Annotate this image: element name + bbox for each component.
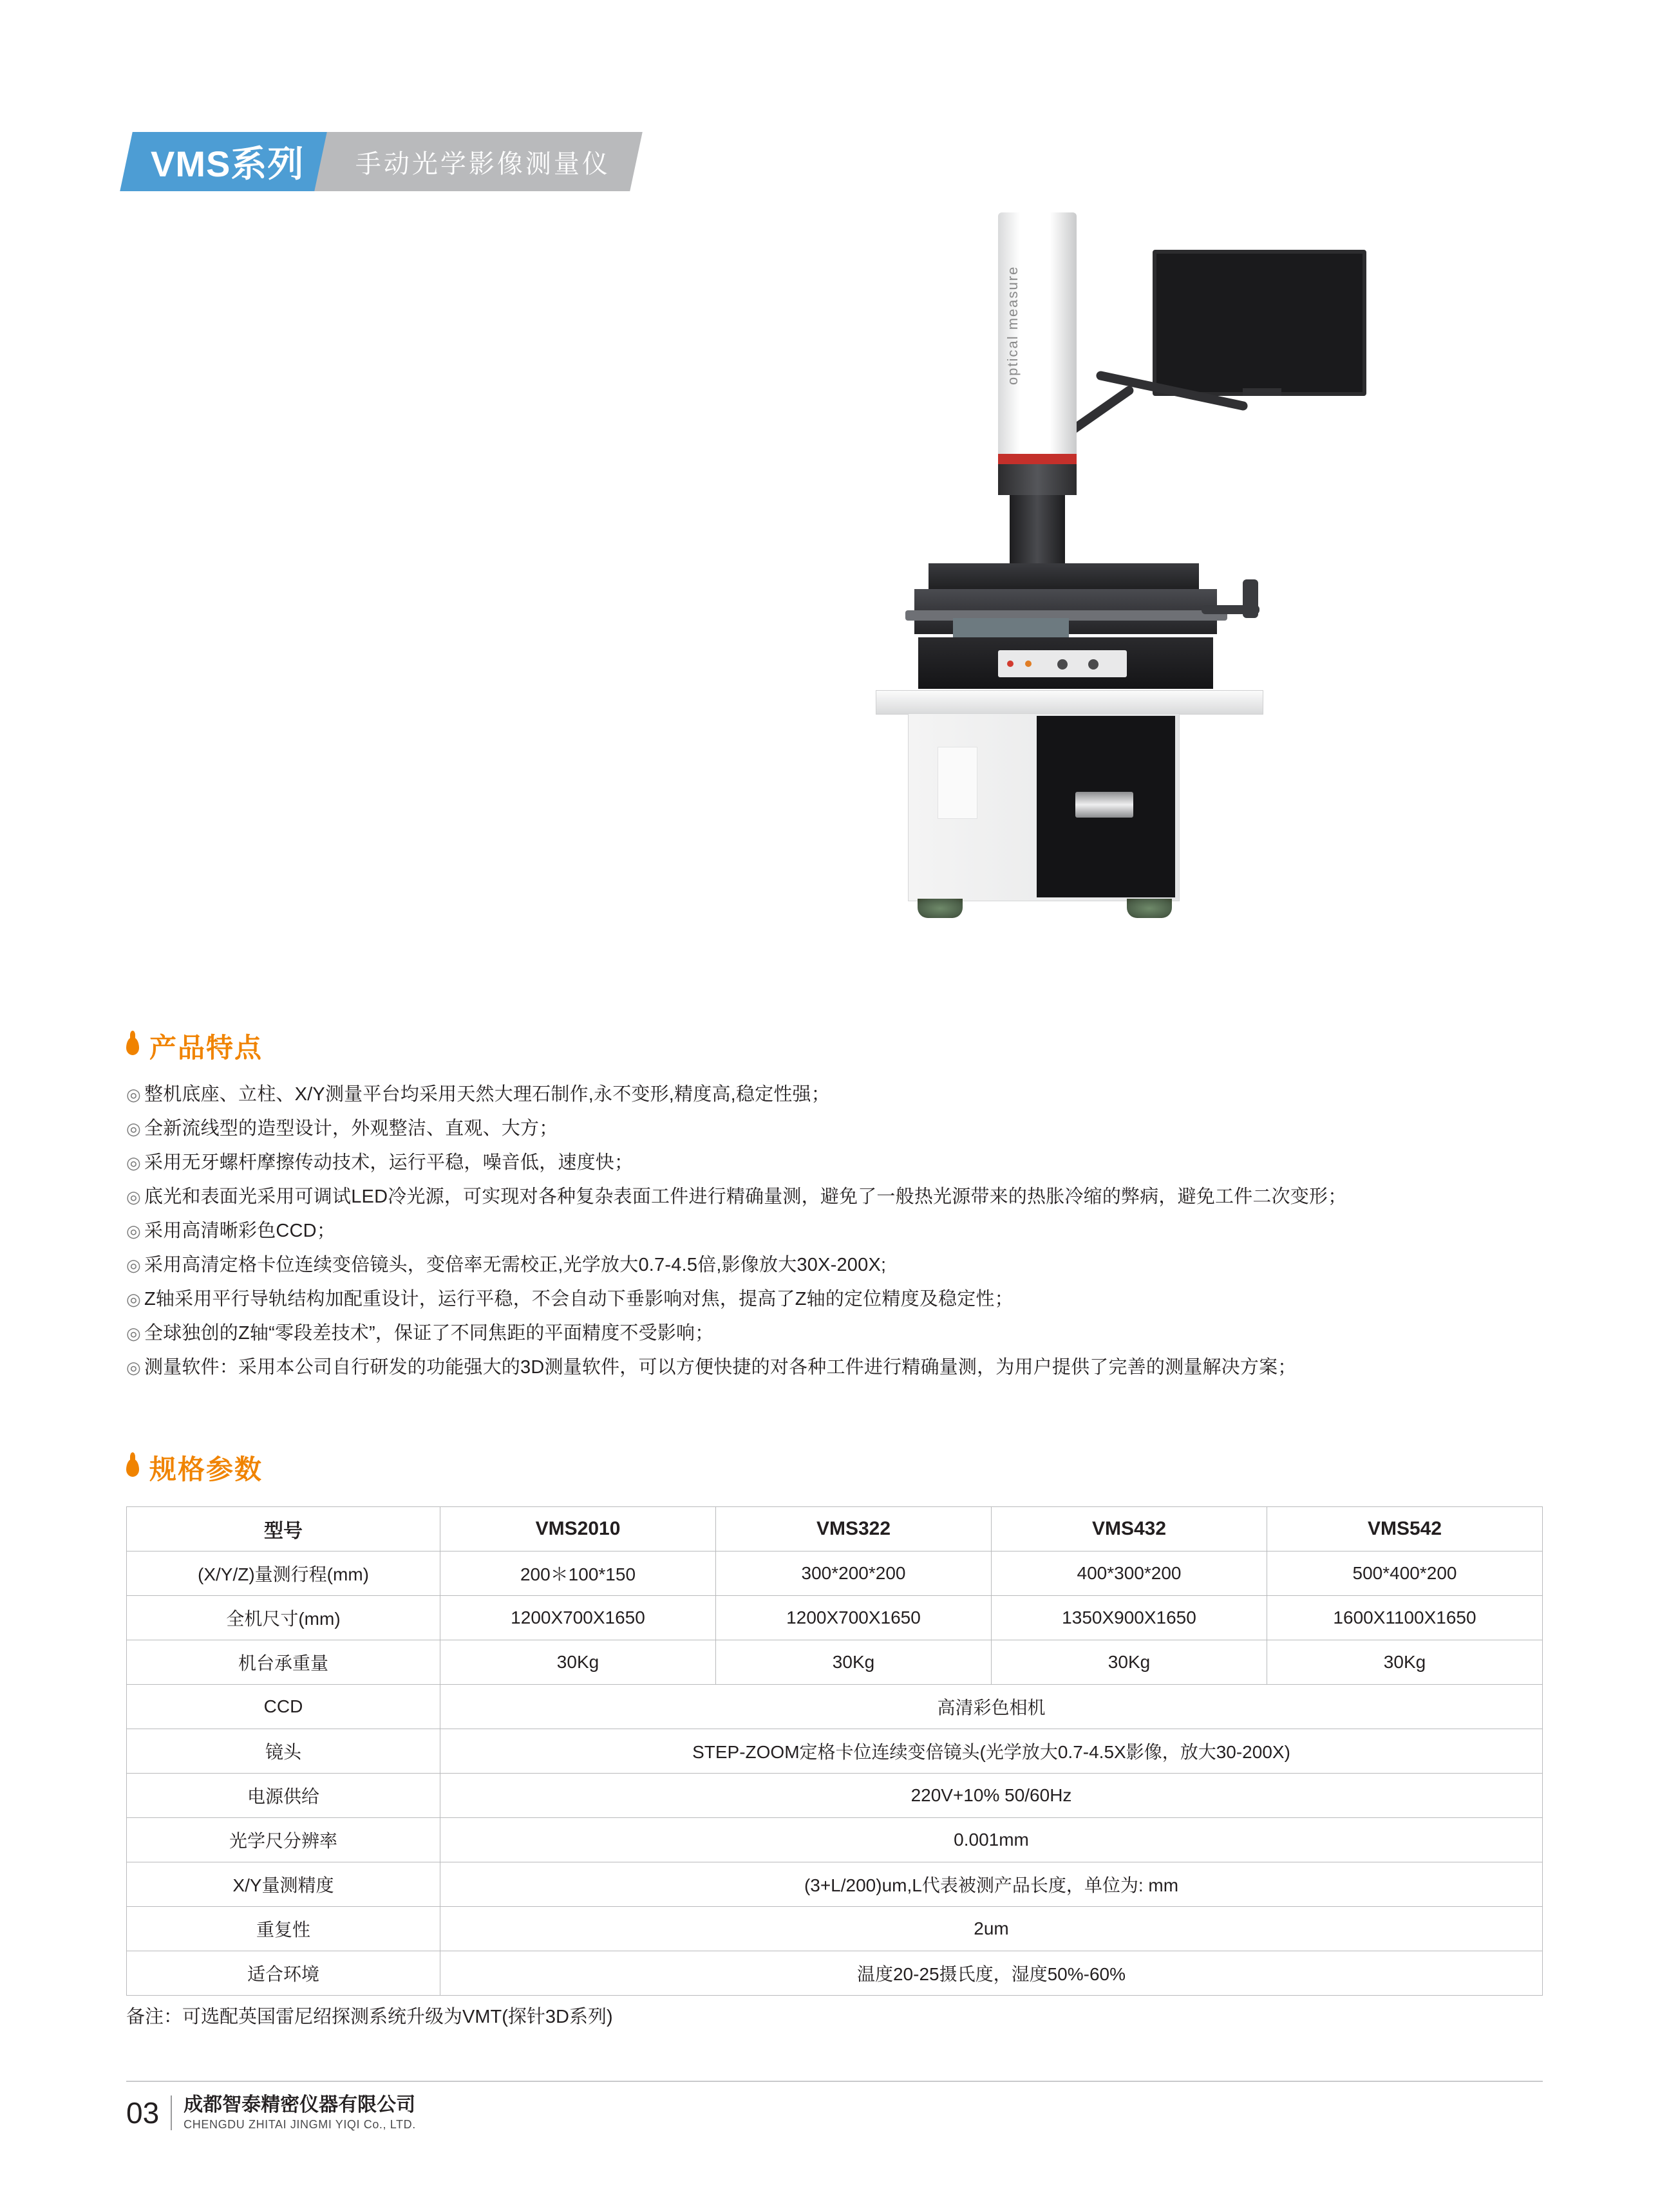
table-cell: 30Kg [440, 1640, 716, 1685]
stage-glass-plate [953, 618, 1069, 640]
table-cell: 1350X900X1650 [992, 1596, 1267, 1640]
table-cell-merged: 0.001mm [440, 1818, 1543, 1862]
monitor-foot [1243, 388, 1281, 396]
row-label: 适合环境 [127, 1951, 440, 1996]
monitor-screen [1153, 250, 1366, 396]
bullet-icon: ◎ [126, 1085, 141, 1104]
bullet-icon: ◎ [126, 1289, 141, 1309]
page-header [126, 132, 636, 191]
table-cell: 30Kg [716, 1640, 992, 1685]
feature-text: 底光和表面光采用可调试LED冷光源，可实现对各种复杂表面工件进行精确量测，避免了一般热光源带来的热胀冷缩的弊病，避免工件二次变形； [144, 1186, 1347, 1207]
column-red-stripe [998, 454, 1077, 464]
series-badge [120, 132, 332, 191]
row-label: (X/Y/Z)量测行程(mm) [127, 1551, 440, 1596]
table-header-row [127, 1507, 1543, 1551]
header-subtitle-label: 手动光学影像测量仪 [355, 149, 611, 178]
column-neck [1010, 495, 1065, 566]
droplet-icon [126, 1459, 139, 1477]
droplet-icon [126, 1037, 139, 1055]
row-label: 镜头 [127, 1729, 440, 1774]
list-item [126, 1150, 1562, 1176]
status-led-icon [1025, 661, 1032, 667]
company-name-en: CHENGDU ZHITAI JINGMI YIQI Co., LTD. [184, 2118, 416, 2131]
control-panel [998, 650, 1127, 677]
table-header-cell: VMS322 [716, 1507, 992, 1551]
table-row [127, 1818, 1543, 1862]
table-row [127, 1596, 1543, 1640]
row-label: X/Y量测精度 [127, 1862, 440, 1907]
table-cell: 500*400*200 [1267, 1551, 1543, 1596]
feature-text: 整机底座、立柱、X/Y测量平台均采用天然大理石制作,永不变形,精度高,稳定性强； [144, 1084, 830, 1105]
list-item [126, 1320, 1562, 1346]
stage-upper [929, 563, 1199, 589]
table-cell: 1600X1100X1650 [1267, 1596, 1543, 1640]
table-header-cell: VMS432 [992, 1507, 1267, 1551]
spec-table [126, 1506, 1543, 1996]
table-cell: 30Kg [992, 1640, 1267, 1685]
bullet-icon: ◎ [126, 1187, 141, 1206]
bullet-icon: ◎ [126, 1324, 141, 1343]
table-cell: 1200X700X1650 [440, 1596, 716, 1640]
table-row [127, 1907, 1543, 1951]
feature-text: Z轴采用平行导轨结构加配重设计，运行平稳，不会自动下垂影响对焦，提高了Z轴的定位精度及稳定性； [144, 1289, 1014, 1309]
feature-text: 采用无牙螺杆摩擦传动技术，运行平稳，噪音低，速度快； [144, 1152, 634, 1173]
table-cell-merged: STEP-ZOOM定格卡位连续变倍镜头(光学放大0.7-4.5X影像，放大30-200X) [440, 1729, 1543, 1774]
specs-section-heading [126, 1448, 263, 1487]
power-led-icon [1007, 661, 1014, 667]
table-cell-merged: 2um [440, 1907, 1543, 1951]
row-label: 电源供给 [127, 1774, 440, 1818]
column-dark-band [998, 464, 1077, 495]
table-cell: 400*300*200 [992, 1551, 1267, 1596]
bullet-icon: ◎ [126, 1358, 141, 1377]
series-badge-label: VMS系列 [151, 144, 305, 184]
table-row [127, 1640, 1543, 1685]
table-row [127, 1862, 1543, 1907]
list-item [126, 1082, 1562, 1107]
table-row [127, 1951, 1543, 1996]
table-header-cell: VMS2010 [440, 1507, 716, 1551]
footer-separator [171, 2095, 172, 2130]
table-row [127, 1729, 1543, 1774]
table-cell-merged: (3+L/200)um,L代表被测产品长度，单位为: mm [440, 1862, 1543, 1907]
row-label: 机台承重量 [127, 1640, 440, 1685]
table-row [127, 1685, 1543, 1729]
bullet-icon: ◎ [126, 1221, 141, 1241]
feature-text: 全新流线型的造型设计，外观整洁、直观、大方； [144, 1118, 558, 1139]
table-row [127, 1551, 1543, 1596]
table-cell: 30Kg [1267, 1640, 1543, 1685]
table-cell: 1200X700X1650 [716, 1596, 992, 1640]
row-label: CCD [127, 1685, 440, 1729]
feature-text: 全球独创的Z轴“零段差技术”，保证了不同焦距的平面精度不受影响； [144, 1323, 714, 1344]
table-cell-merged: 220V+10% 50/60Hz [440, 1774, 1543, 1818]
cabinet-foot-right [1127, 899, 1172, 918]
specs-title: 规格参数 [149, 1454, 263, 1485]
bullet-icon: ◎ [126, 1255, 141, 1275]
list-item [126, 1116, 1562, 1141]
product-photo [792, 193, 1372, 1004]
optical-column-label: optical measure [1004, 265, 1021, 385]
row-label: 光学尺分辨率 [127, 1818, 440, 1862]
list-item [126, 1218, 1562, 1244]
company-name-cn: 成都智泰精密仪器有限公司 [184, 2094, 416, 2115]
feature-text: 采用高清定格卡位连续变倍镜头，变倍率无需校正,光学放大0.7-4.5倍,影像放大30X-200X; [144, 1255, 887, 1275]
table-cell: 300*200*200 [716, 1551, 992, 1596]
spec-table-container [126, 1506, 1543, 1996]
table-cell-merged: 高清彩色相机 [440, 1685, 1543, 1729]
cabinet-handle [1075, 792, 1133, 818]
bullet-icon: ◎ [126, 1153, 141, 1172]
list-item [126, 1252, 1562, 1278]
table-cell: 200＊100*150 [440, 1551, 716, 1596]
feature-text: 测量软件：采用本公司自行研发的功能强大的3D测量软件，可以方便快捷的对各种工件进行精确量测，为用户提供了完善的测量解决方案； [144, 1357, 1297, 1378]
bullet-icon: ◎ [126, 1119, 141, 1138]
features-section-heading [126, 1027, 263, 1065]
cabinet-foot-left [918, 899, 963, 918]
features-title: 产品特点 [149, 1033, 263, 1063]
footer-divider [126, 2081, 1543, 2082]
header-subtitle-bar [315, 132, 643, 191]
page-number: 03 [126, 2096, 160, 2130]
spec-note: 备注：可选配英国雷尼绍探测系统升级为VMT(探针3D系列) [126, 2007, 613, 2027]
table-cell-merged: 温度20-25摄氏度，湿度50%-60% [440, 1951, 1543, 1996]
stage-side-arm [1202, 605, 1259, 614]
monitor-arm-lower [1067, 384, 1135, 436]
table-header-cell: 型号 [127, 1507, 440, 1551]
footer-company [184, 2094, 416, 2132]
cabinet-side-panel [938, 747, 977, 819]
row-label: 全机尺寸(mm) [127, 1596, 440, 1640]
bench-top [876, 690, 1263, 715]
page-footer [126, 2094, 416, 2132]
feature-text: 采用高清晰彩色CCD； [144, 1221, 336, 1241]
features-list [126, 1082, 1562, 1389]
row-label: 重复性 [127, 1907, 440, 1951]
table-row [127, 1774, 1543, 1818]
light-knob-2 [1088, 659, 1099, 670]
list-item [126, 1354, 1562, 1380]
table-header-cell: VMS542 [1267, 1507, 1543, 1551]
light-knob-1 [1057, 659, 1068, 670]
list-item [126, 1184, 1562, 1210]
list-item [126, 1286, 1562, 1312]
